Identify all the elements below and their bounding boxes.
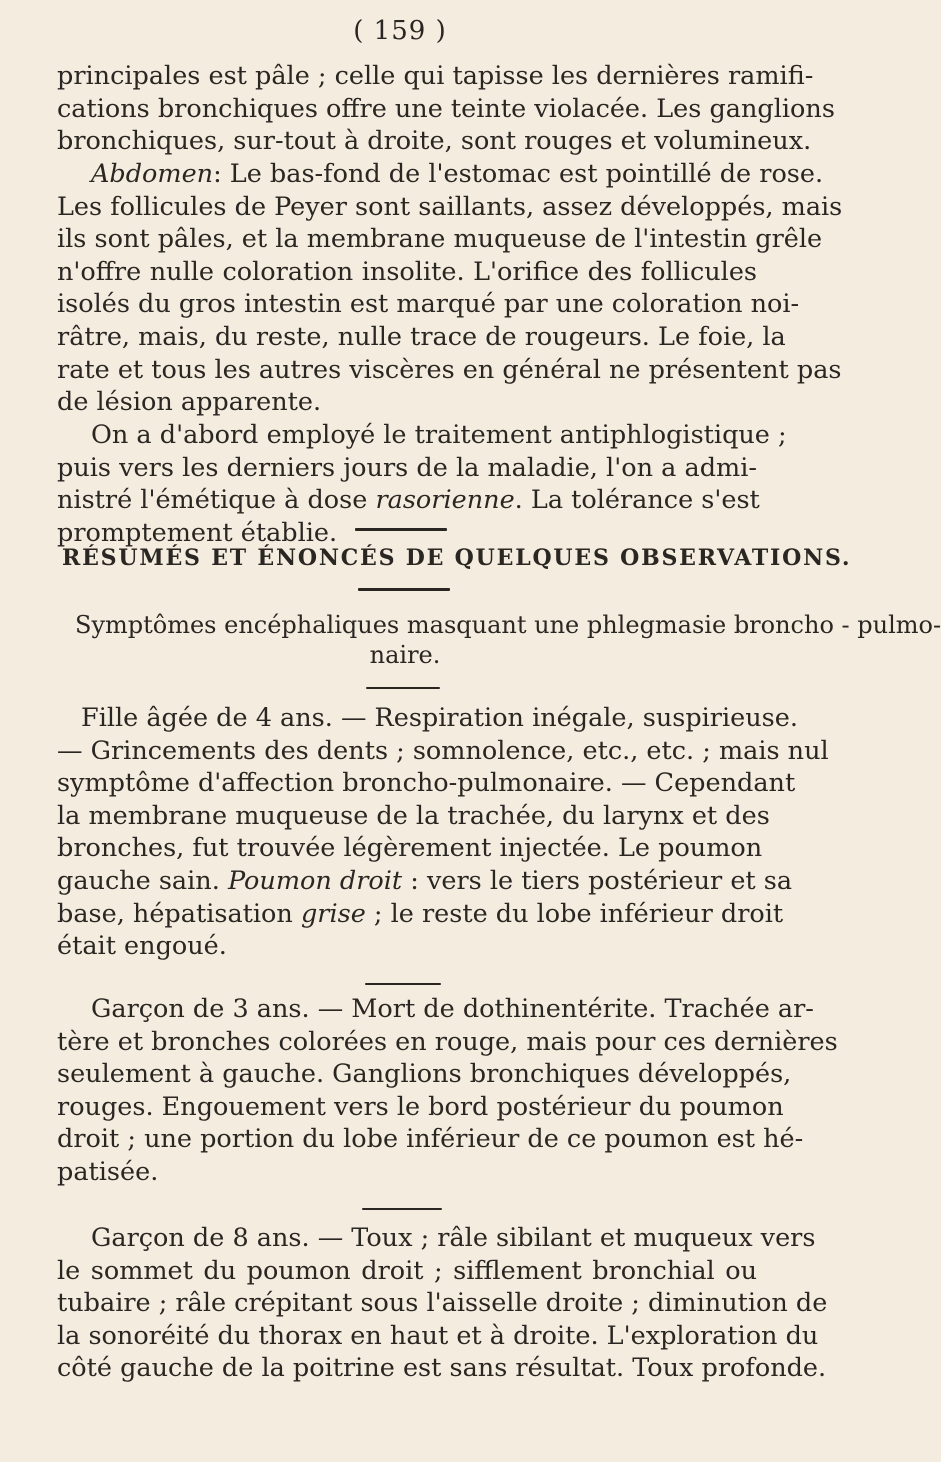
text-fragment: gauche sain.	[57, 865, 228, 896]
italic-phrase: Poumon droit	[227, 865, 403, 896]
text-line: Garçon de 3 ans. — Mort de dothinentérite. Trachée ar-	[91, 994, 814, 1024]
section-heading: RÉSUMÉS ET ÉNONCÉS DE QUELQUES OBSERVATIONS.	[62, 545, 852, 571]
text-line: bronches, fut trouvée légèrement injectée. Le poumon	[57, 833, 763, 864]
text-fragment: base, hépatisation	[57, 898, 301, 929]
text-line: promptement établie.	[57, 517, 338, 548]
text-fragment: ; le reste du lobe inférieur droit	[365, 898, 784, 929]
text-line: tère et bronches colorées en rouge, mais pour ces dernières	[57, 1026, 838, 1057]
text-fragment: nistré l'émétique à dose	[57, 485, 376, 516]
text-line: Garçon de 8 ans. — Toux ; râle sibilant et muqueux vers	[91, 1223, 816, 1253]
divider-rule	[358, 588, 450, 591]
text-line: cations bronchiques offre une teinte violacée. Les ganglions	[57, 93, 835, 124]
italic-word: grise	[300, 898, 366, 929]
abdomen-label: Abdomen	[91, 159, 214, 189]
text-line: rouges. Engouement vers le bord postérieur du poumon	[57, 1091, 784, 1122]
divider-rule	[365, 983, 441, 985]
text-line: la sonoréité du thorax en haut et à droite. L'exploration du	[57, 1320, 819, 1351]
text-line: n'offre nulle coloration insolite. L'orifice des follicules	[57, 256, 757, 287]
text-line: bronchiques, sur-tout à droite, sont rouges et volumineux.	[57, 126, 812, 157]
text-line: était engoué.	[57, 931, 227, 962]
observation-2	[57, 993, 838, 1189]
text-fragment: : vers le tiers postérieur et sa	[402, 865, 793, 896]
text-line: puis vers les derniers jours de la maladie, l'on a admi-	[57, 452, 757, 483]
paragraph-abdomen	[57, 158, 843, 419]
text-line: isolés du gros intestin est marqué par une coloration noi-	[57, 289, 800, 320]
observation-subtitle	[75, 610, 941, 670]
observation-3	[57, 1222, 828, 1385]
text-line: principales est pâle ; celle qui tapisse les dernières ramifi-	[57, 61, 814, 91]
text-line	[57, 484, 760, 517]
text-line: symptôme d'affection broncho-pulmonaire. — Cependant	[57, 768, 796, 799]
text-fragment: . La tolérance s'est	[514, 485, 760, 516]
text-line: côté gauche de la poitrine est sans résultat. Toux profonde.	[57, 1353, 827, 1384]
text-line: râtre, mais, du reste, nulle trace de rougeurs. Le foie, la	[57, 321, 786, 352]
text-line: Les follicules de Peyer sont saillants, assez développés, mais	[57, 191, 843, 222]
text-line	[57, 898, 784, 931]
text-line: le sommet du poumon droit ; sifflement bronchial ou	[57, 1255, 757, 1286]
text-line: tubaire ; râle crépitant sous l'aisselle droite ; diminution de	[57, 1288, 828, 1319]
text-line: Symptômes encéphaliques masquant une phlegmasie broncho - pulmo-	[75, 611, 941, 639]
italic-word: rasorienne	[375, 485, 515, 516]
paragraph-top	[57, 60, 835, 158]
text-line: rate et tous les autres viscères en général ne présentent pas	[57, 354, 842, 385]
text-line	[57, 865, 793, 898]
abdomen-first-line: : Le bas-fond de l'estomac est pointillé de rose.	[213, 159, 824, 189]
text-line: ils sont pâles, et la membrane muqueuse de l'intestin grêle	[57, 224, 823, 255]
text-line: On a d'abord employé le traitement antiphlogistique ;	[91, 420, 787, 450]
observation-1	[57, 702, 829, 963]
text-line: seulement à gauche. Ganglions bronchiques développés,	[57, 1059, 792, 1090]
text-line: de lésion apparente.	[57, 387, 322, 418]
divider-rule	[362, 1208, 442, 1210]
text-line: patisée.	[57, 1156, 159, 1187]
text-line	[57, 158, 824, 191]
text-line: — Grincements des dents ; somnolence, etc., etc. ; mais nul	[57, 735, 829, 766]
divider-rule	[366, 687, 440, 689]
text-line: naire.	[369, 641, 441, 669]
text-line: la membrane muqueuse de la trachée, du larynx et des	[57, 800, 770, 831]
divider-rule	[355, 528, 447, 531]
text-line: droit ; une portion du lobe inférieur de ce poumon est hé-	[57, 1124, 804, 1155]
page-number: ( 159 )	[353, 16, 447, 46]
text-line: Fille âgée de 4 ans. — Respiration inégale, suspirieuse.	[81, 703, 798, 733]
